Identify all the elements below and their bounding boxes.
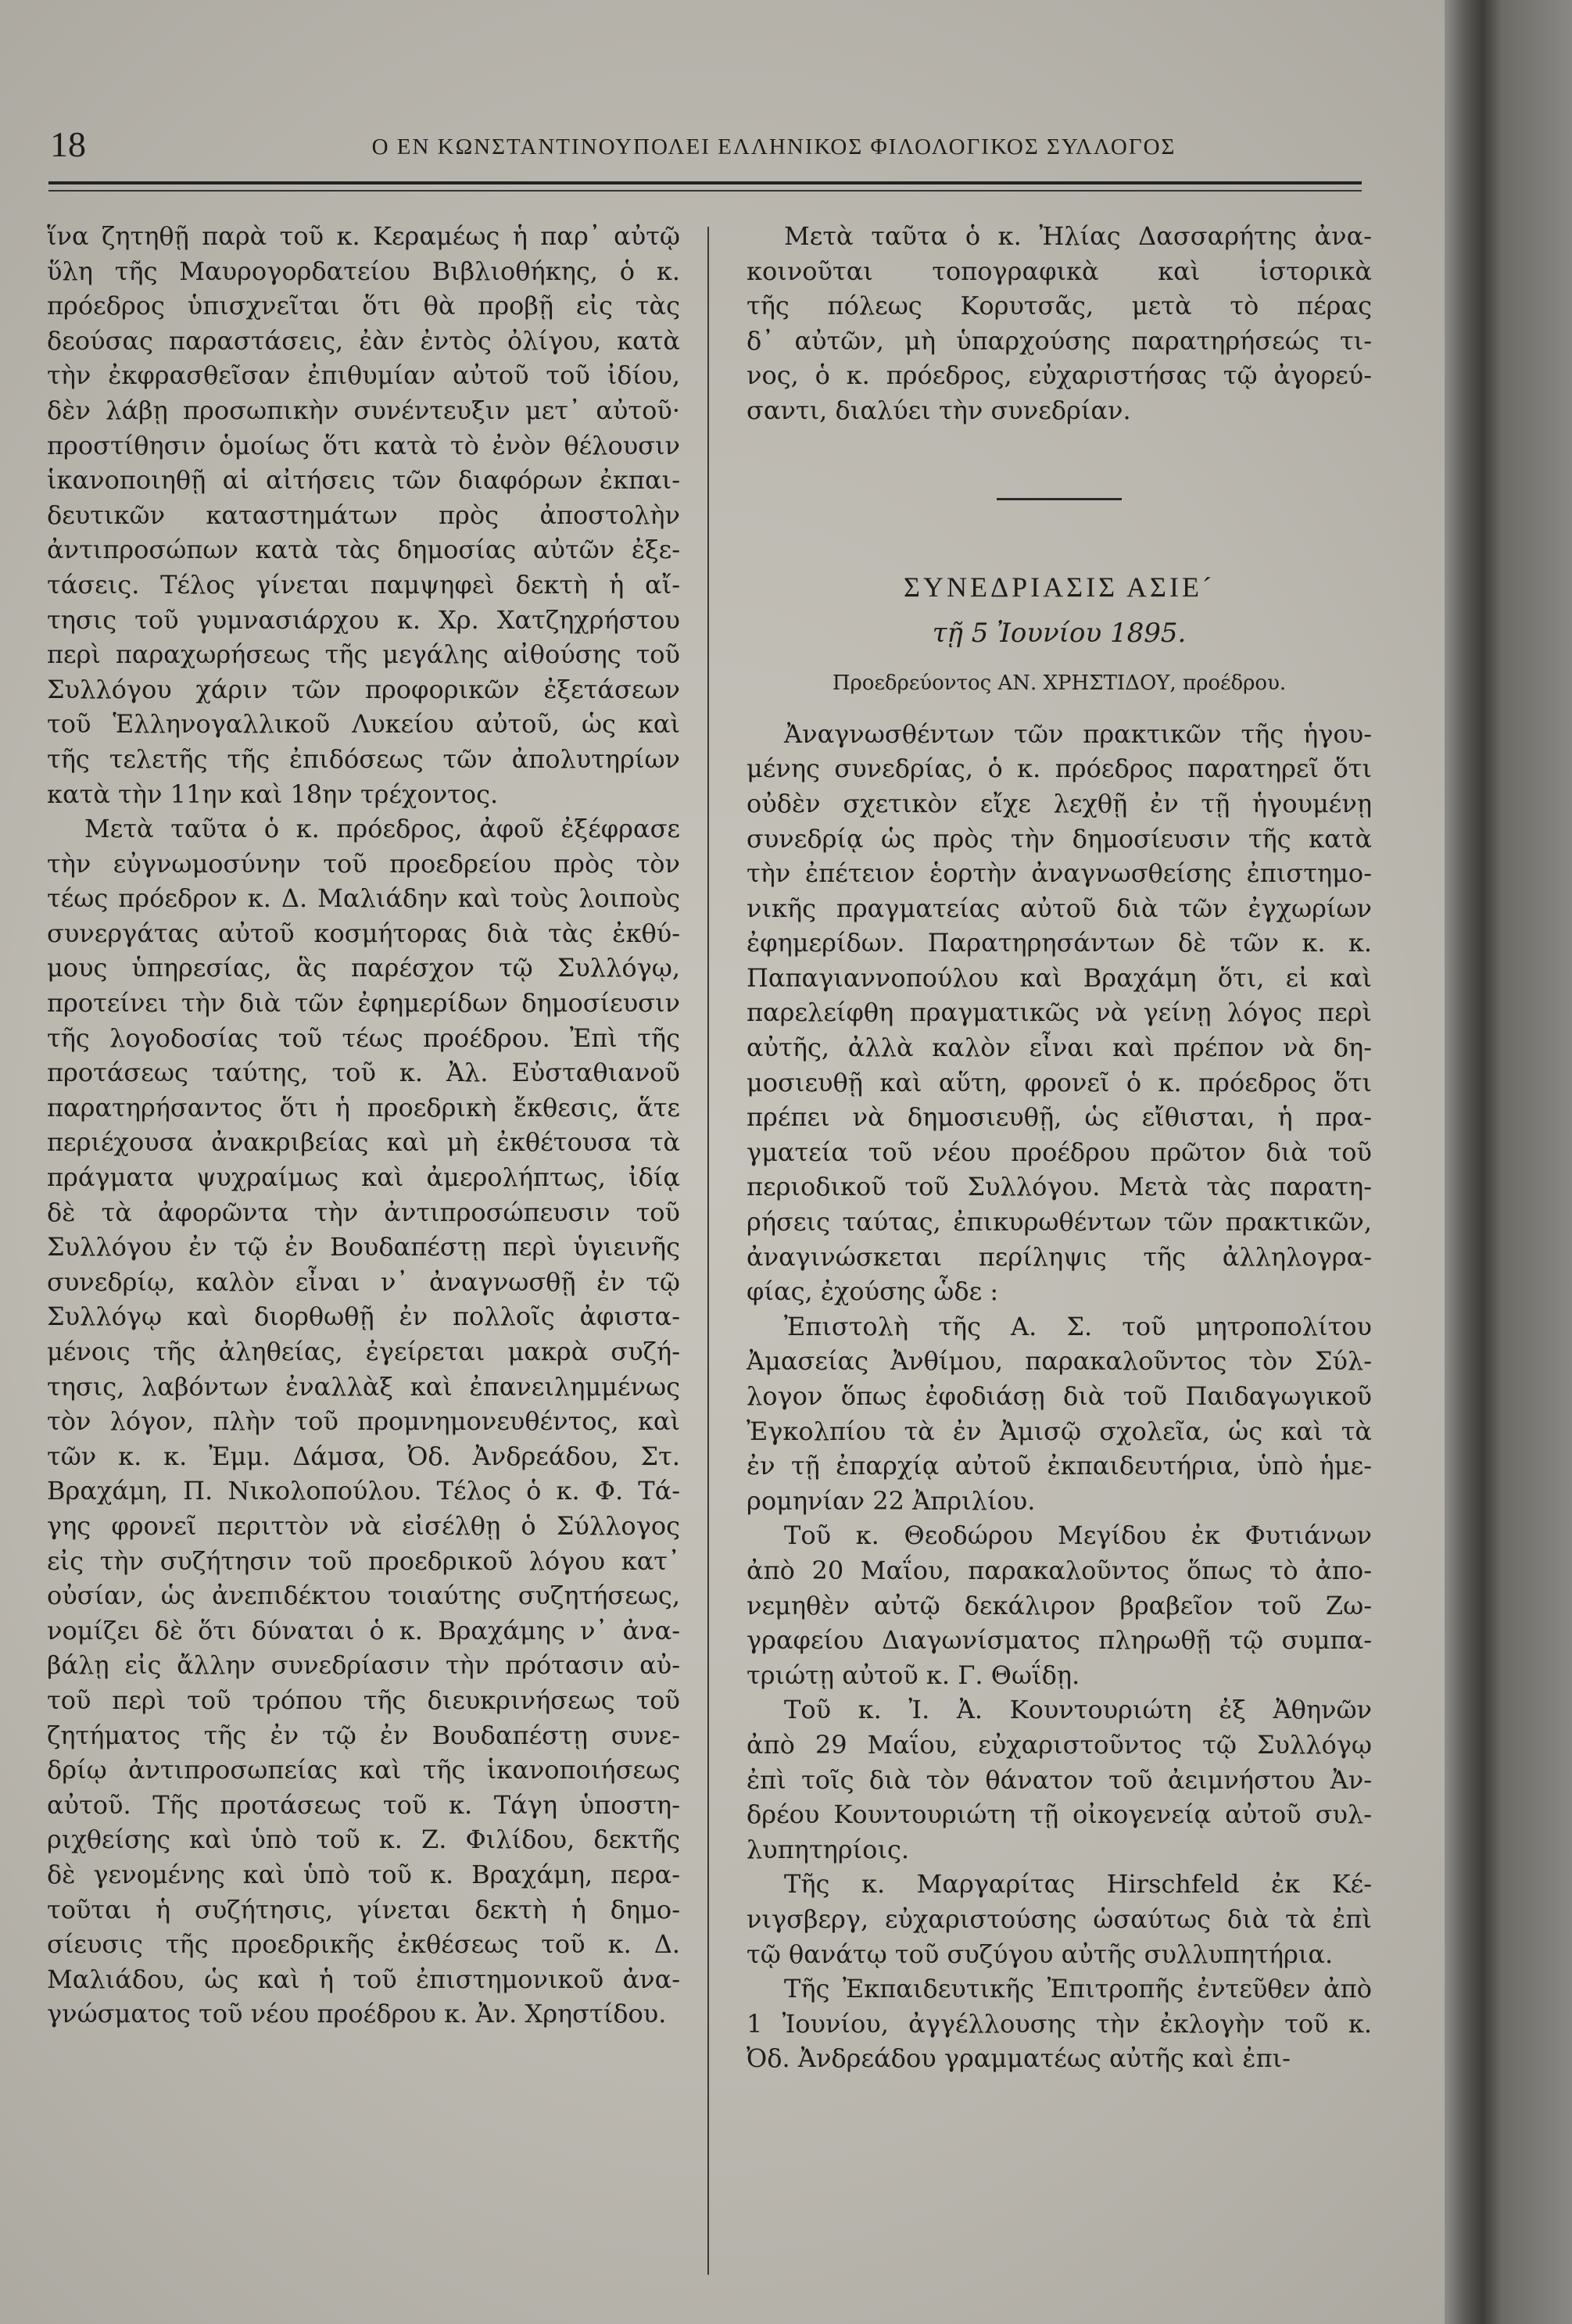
text-line: τῆς πόλεως Κορυτσᾶς, μετὰ τὸ πέρας <box>747 291 1372 321</box>
text-line: τριώτῃ αὐτοῦ κ. Γ. Θωΐδῃ. <box>747 1660 1080 1690</box>
text-line: τησις, λαβόντων ἐναλλὰξ καὶ ἐπανειλημμένως <box>47 1371 680 1402</box>
text-line: νιγσβεργ, εὐχαριστούσης ὡσαύτως διὰ τὰ ἐπὶ <box>747 1903 1372 1934</box>
text-line: περιοδικοῦ τοῦ Συλλόγου. Μετὰ τὰς παρατη- <box>747 1172 1372 1202</box>
text-line: αὐτῆς, ἀλλὰ καλὸν εἶναι καὶ πρέπον νὰ δη- <box>747 1033 1372 1063</box>
text-line: προτείνει τὴν διὰ τῶν ἐφημερίδων δημοσίευσιν <box>47 988 680 1019</box>
text-line: βάλῃ εἰς ἄλλην συνεδρίασιν τὴν πρότασιν αὐ- <box>47 1650 680 1681</box>
text-line: γραφείου Διαγωνίσματος πληρωθῇ τῷ συμπα- <box>747 1625 1372 1656</box>
page-number: 18 <box>50 124 86 164</box>
text-line: νεμηθὲν αὐτῷ δεκάλιρον βραβεῖον τοῦ Ζω- <box>747 1590 1372 1620</box>
running-title: Ο ΕΝ ΚΩΝΣΤΑΝΤΙΝΟΥΠΟΛΕΙ ΕΛΛΗΝΙΚΟΣ ΦΙΛΟΛΟΓΙΚΟΣ ΣΥΛΛΟΓΟΣ <box>371 134 1176 159</box>
text-line: ρομηνίαν 22 Ἀπριλίου. <box>747 1485 1036 1516</box>
text-line: ἀντιπροσώπων κατὰ τὰς δημοσίας αὐτῶν ἐξε- <box>47 535 680 565</box>
text-line: κοινοῦται τοπογραφικὰ καὶ ἱστορικὰ <box>747 256 1372 286</box>
text-line: αὐτοῦ. Τῆς προτάσεως τοῦ κ. Τάγη ὑποστη- <box>47 1789 680 1820</box>
text-line: ρήσεις ταύτας, ἐπικυρωθέντων τῶν πρακτικῶν, <box>747 1207 1372 1237</box>
text-line: δὲν λάβῃ προσωπικὴν συνέντευξιν μετ᾽ αὐτοῦ· <box>47 395 680 425</box>
text-line: δὲ γενομένης καὶ ὑπὸ τοῦ κ. Βραχάμη, περα- <box>47 1859 680 1889</box>
text-line: φίας, ἐχούσης ὧδε : <box>747 1277 999 1307</box>
text-line: Ἐπιστολὴ τῆς Α. Σ. τοῦ μητροπολίτου <box>784 1311 1372 1341</box>
presiding-line: Προεδρεύοντος ΑΝ. ΧΡΗΣΤΙΔΟΥ, προέδρου. <box>832 671 1287 696</box>
text-line: ἐπὶ τοῖς διὰ τὸν θάνατον τοῦ ἀειμνήστου Ἀν- <box>747 1764 1372 1795</box>
text-line: κατὰ τὴν 11ην καὶ 18ην τρέχοντος. <box>47 779 499 809</box>
text-line: τῆς τελετῆς τῆς ἐπιδόσεως τῶν ἀπολυτηρίων <box>47 743 680 774</box>
text-line: Τῆς Ἐκπαιδευτικῆς Ἐπιτροπῆς ἐντεῦθεν ἀπὸ <box>784 1974 1372 2004</box>
text-line: ζητήματος τῆς ἐν τῷ ἐν Βουδαπέστῃ συνε- <box>47 1720 680 1750</box>
text-line: δρέου Κουντουριώτη τῇ οἰκογενείᾳ αὐτοῦ συλ- <box>747 1799 1372 1830</box>
header-rule-thick <box>48 181 1362 184</box>
text-line: γης φρονεῖ περιττὸν νὰ εἰσέλθῃ ὁ Σύλλογος <box>47 1510 680 1541</box>
text-line: παρελείφθη πραγματικῶς νὰ γείνῃ λόγος περὶ <box>747 997 1372 1028</box>
text-line: οὐδὲν σχετικὸν εἴχε λεχθῇ ἐν τῇ ἡγουμένῃ <box>747 788 1372 818</box>
text-line: Ἀναγνωσθέντων τῶν πρακτικῶν τῆς ἡγου- <box>784 718 1372 749</box>
text-line: τάσεις. Τέλος γίνεται παμψηφεὶ δεκτὴ ἡ αἴ- <box>47 569 680 600</box>
text-line: Ἀμασείας Ἀνθίμου, παρακαλοῦντος τὸν Σύλ- <box>747 1346 1372 1377</box>
text-line: τέως πρόεδρον κ. Δ. Μαλιάδην καὶ τοὺς λοιποὺς <box>47 883 680 914</box>
text-line: μένης συνεδρίας, ὁ κ. πρόεδρος παρατηρεῖ ὅτι <box>747 754 1372 784</box>
text-line: ἀπὸ 20 Μαΐου, παρακαλοῦντος ὅπως τὸ ἀπο- <box>747 1555 1372 1585</box>
left-column <box>47 219 680 2032</box>
text-line: Μετὰ ταῦτα ὁ κ. πρόεδρος, ἀφοῦ ἐξέφρασε <box>84 814 680 844</box>
text-line: ἵνα ζητηθῇ παρὰ τοῦ κ. Κεραμέως ἡ παρ᾽ αὐτῷ <box>47 221 680 251</box>
text-line: τὴν εὐγνωμοσύνην τοῦ προεδρείου πρὸς τὸν <box>47 848 680 879</box>
text-line: Συλλόγου ἐν τῷ ἐν Βουδαπέστῃ περὶ ὑγιεινῆς <box>47 1232 680 1262</box>
session-date: τῇ 5 Ἰουνίου 1895. <box>932 617 1187 649</box>
text-line: λυπητηρίοις. <box>747 1834 910 1864</box>
text-line: τῷ θανάτῳ τοῦ συζύγου αὐτῆς συλλυπητήρια. <box>747 1939 1334 1969</box>
right-body-text <box>747 717 1372 2076</box>
text-line: τὸν λόγον, πλὴν τοῦ προμνημονευθέντος, καὶ <box>47 1406 680 1437</box>
text-line: τὴν ἐκφρασθεῖσαν ἐπιθυμίαν αὐτοῦ τοῦ ἰδίου, <box>47 360 680 391</box>
column-divider <box>707 227 709 2275</box>
text-line: ἱκανοποιηθῇ αἱ αἰτήσεις τῶν διαφόρων ἐκπαι- <box>47 465 680 496</box>
text-line: περὶ παραχωρήσεως τῆς μεγάλης αἰθούσης τοῦ <box>47 639 680 670</box>
text-line: περιέχουσα ἀνακριβείας καὶ μὴ ἐκθέτουσα τὰ <box>47 1127 680 1158</box>
text-line: νικῆς πραγματείας αὐτοῦ διὰ τῶν ἐγχωρίων <box>747 893 1372 923</box>
text-line: τὴν ἐπέτειον ἑορτὴν ἀναγνωσθείσης ἐπιστημο- <box>747 858 1372 889</box>
text-line: συνεδρίᾳ ὡς πρὸς τὴν δημοσίευσιν τῆς κατὰ <box>747 823 1372 854</box>
text-line: γνώσματος τοῦ νέου προέδρου κ. Ἀν. Χρηστίδου. <box>47 1999 667 2029</box>
text-line: τησις τοῦ γυμνασιάρχου κ. Χρ. Χατζηχρήστου <box>47 604 680 635</box>
text-line: πρόεδρος ὑπισχνεῖται ὅτι θὰ προβῇ εἰς τὰς <box>47 291 680 321</box>
text-line: συνεργάτας αὐτοῦ κοσμήτορας διὰ τὰς ἐκθύ- <box>47 918 680 948</box>
text-line: ἀναγινώσκεται περίληψις τῆς ἀλληλογρα- <box>747 1241 1372 1272</box>
text-line: ἐν τῇ ἐπαρχίᾳ αὐτοῦ ἐκπαιδευτήρια, ὑπὸ ἡμε- <box>747 1451 1372 1481</box>
text-line: Ὀδ. Ἀνδρεάδου γραμματέως αὐτῆς καὶ ἐπι- <box>747 2043 1291 2074</box>
text-line: δεούσας παραστάσεις, ἐὰν ἐντὸς ὀλίγου, κατὰ <box>47 325 680 356</box>
text-line: μένοις τῆς ἀληθείας, ἐγείρεται μακρὰ συζή- <box>47 1337 680 1366</box>
text-line: ἐφημερίδων. Παρατηρησάντων δὲ τῶν κ. κ. <box>747 928 1372 958</box>
text-line: Μαλιάδου, ὡς καὶ ἡ τοῦ ἐπιστημονικοῦ ἀνα- <box>47 1964 680 1994</box>
right-column <box>747 219 1372 2076</box>
text-line: ἀπὸ 29 Μαΐου, εὐχαριστοῦντος τῷ Συλλόγῳ <box>747 1729 1372 1760</box>
text-line: Συλλόγου χάριν τῶν προφορικῶν ἐξετάσεων <box>47 674 680 704</box>
header-rule-thin <box>48 190 1362 192</box>
session-title: ΣΥΝΕΔΡΙΑΣΙΣ ΑΣΙΕ´ <box>904 571 1215 603</box>
text-line: δὲ τὰ ἀφορῶντα τὴν ἀντιπροσώπευσιν τοῦ <box>47 1197 680 1227</box>
text-line: τῆς λογοδοσίας τοῦ τέως προέδρου. Ἐπὶ τῆς <box>47 1022 680 1053</box>
text-line: Τοῦ κ. Θεοδώρου Μεγίδου ἐκ Φυτιάνων <box>784 1520 1372 1551</box>
text-line: τῶν κ. κ. Ἐμμ. Δάμσα, Ὀδ. Ἀνδρεάδου, Στ. <box>47 1441 680 1471</box>
text-line: νος, ὁ κ. πρόεδρος, εὐχαριστήσας τῷ ἀγορεύ- <box>747 360 1372 391</box>
text-line: ριχθείσης καὶ ὑπὸ τοῦ κ. Ζ. Φιλίδου, δεκτῆς <box>47 1824 680 1855</box>
text-line: δ᾽ αὐτῶν, μὴ ὑπαρχούσης παρατηρήσεώς τι- <box>747 325 1372 356</box>
text-line: δευτικῶν καταστημάτων πρὸς ἀποστολὴν <box>47 500 680 530</box>
text-line: τοῦται ἡ συζήτησις, γίνεται δεκτὴ ἡ δημο- <box>47 1894 680 1925</box>
text-line: Συλλόγῳ καὶ διορθωθῇ ἐν πολλοῖς ἀφιστα- <box>47 1302 680 1332</box>
right-intro-paragraph <box>747 219 1372 428</box>
text-line: ὕλη τῆς Μαυρογορδατείου Βιβλιοθήκης, ὁ κ. <box>47 256 680 286</box>
book-binding-edge <box>1445 0 1572 2324</box>
text-line: Παπαγιαννοπούλου καὶ Βραχάμη ὅτι, εἰ καὶ <box>747 962 1372 993</box>
text-line: συνεδρίῳ, καλὸν εἶναι ν᾽ ἀναγνωσθῇ ἐν τῷ <box>47 1266 680 1297</box>
text-line: Μετὰ ταῦτα ὁ κ. Ἠλίας Δασσαρήτης ἀνα- <box>784 221 1372 251</box>
text-line: προτάσεως ταύτης, τοῦ κ. Ἀλ. Εὐσταθιανοῦ <box>47 1058 680 1088</box>
text-line: Τῆς κ. Μαργαρίτας Hirschfeld ἐκ Κέ- <box>784 1869 1372 1900</box>
text-line: παρατηρήσαντος ὅτι ἡ προεδρικὴ ἔκθεσις, ἅτε <box>47 1092 680 1123</box>
text-line: μους ὑπηρεσίας, ἃς παρέσχον τῷ Συλλόγῳ, <box>47 953 680 983</box>
text-line: Βραχάμη, Π. Νικολοπούλου. Τέλος ὁ κ. Φ. Τά- <box>47 1476 680 1506</box>
text-line: 1 Ἰουνίου, ἀγγέλλουσης τὴν ἐκλογὴν τοῦ κ. <box>747 2008 1372 2039</box>
text-line: δρίῳ ἀντιπροσωπείας καὶ τῆς ἱκανοποιήσεως <box>47 1755 680 1785</box>
text-line: Τοῦ κ. Ἰ. Ἀ. Κουντουριώτη ἐξ Ἀθηνῶν <box>784 1695 1372 1725</box>
text-line: σίευσις τῆς προεδρικῆς ἐκθέσεως τοῦ κ. Δ. <box>47 1929 680 1960</box>
text-line: προστίθησιν ὁμοίως ὅτι κατὰ τὸ ἐνὸν θέλουσιν <box>47 430 680 460</box>
text-line: πρέπει νὰ δημοσιευθῇ, ὡς εἴθισται, ἡ πρα- <box>747 1102 1372 1133</box>
text-line: γματεία τοῦ νέου προέδρου πρῶτον διὰ τοῦ <box>747 1137 1372 1167</box>
text-line: πράγματα ψυχραίμως καὶ ἀμερολήπτως, ἰδίᾳ <box>47 1162 680 1193</box>
text-line: οὐσίαν, ὡς ἀνεπιδέκτου τοιαύτης συζητήσεως, <box>47 1581 680 1611</box>
page-header <box>47 117 1360 172</box>
text-line: τοῦ Ἑλληνογαλλικοῦ Λυκείου αὐτοῦ, ὡς καὶ <box>47 709 680 739</box>
text-line: σαντι, διαλύει τὴν συνεδρίαν. <box>747 395 1131 425</box>
text-line: μοσιευθῇ καὶ αὕτη, φρονεῖ ὁ κ. πρόεδρος ὅτι <box>747 1067 1372 1098</box>
text-line: νομίζει δὲ ὅτι δύναται ὁ κ. Βραχάμης ν᾽ ἀνα- <box>47 1615 680 1645</box>
text-line: τοῦ περὶ τοῦ τρόπου τῆς διευκρινήσεως τοῦ <box>47 1685 680 1715</box>
text-line: εἰς τὴν συζήτησιν τοῦ προεδρικοῦ λόγου κατ᾽ <box>47 1545 680 1576</box>
text-line: λογον ὅπως ἐφοδιάσῃ διὰ τοῦ Παιδαγωγικοῦ <box>747 1381 1372 1411</box>
text-line: Ἐγκολπίου τὰ ἐν Ἀμισῷ σχολεῖα, ὡς καὶ τὰ <box>747 1416 1372 1446</box>
